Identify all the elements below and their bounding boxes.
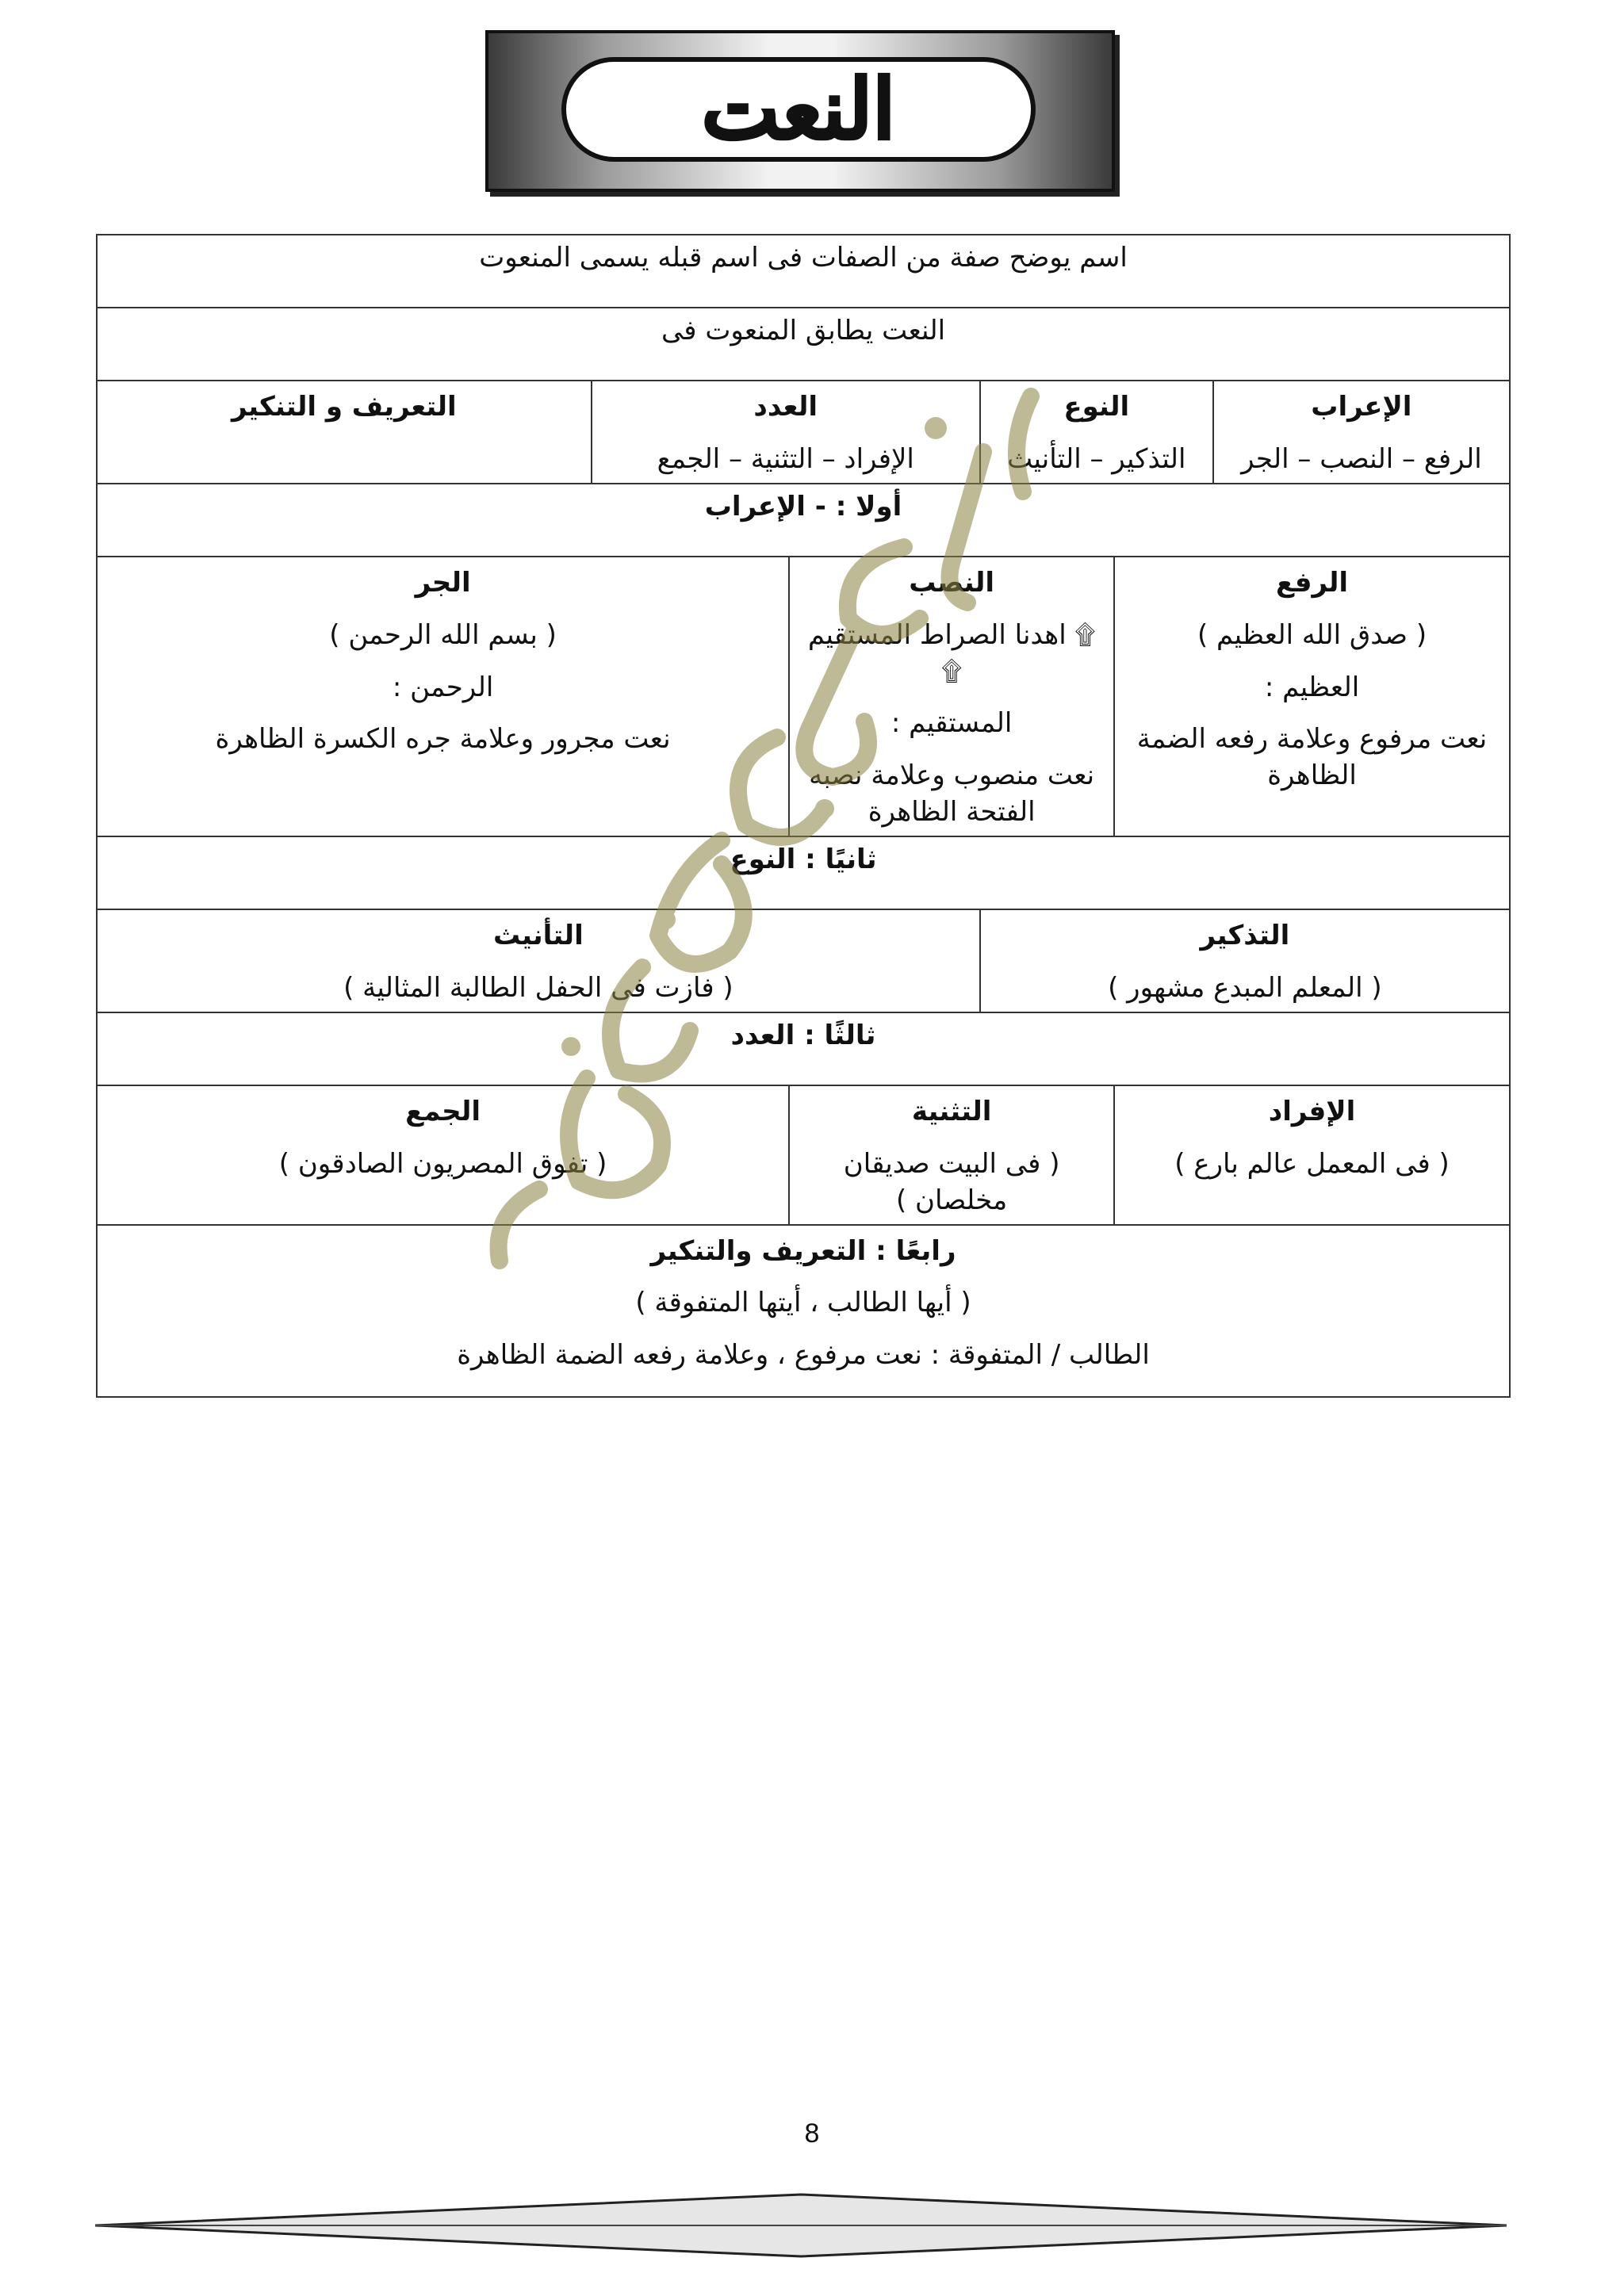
section-title: رابعًا : التعريف والتنكير xyxy=(650,1234,956,1267)
naw-col-tanith xyxy=(97,909,980,1012)
irab-col-jar xyxy=(97,557,789,836)
irab-col-nasb xyxy=(789,557,1114,836)
case-word: الرحمن : xyxy=(392,671,494,703)
section-naw-title-row xyxy=(97,836,1510,909)
agreement-col-irab xyxy=(1213,381,1510,484)
page-number: 8 xyxy=(804,2118,820,2149)
case-analysis: نعت مجرور وعلامة جره الكسرة الظاهرة xyxy=(215,723,671,756)
number-header: الجمع xyxy=(405,1095,481,1127)
title-pill xyxy=(561,57,1036,162)
case-header: النصب xyxy=(909,566,995,599)
agreement-value: التذكير – التأنيث xyxy=(1007,442,1186,475)
gender-example: ( فازت فى الحفل الطالبة المثالية ) xyxy=(343,972,733,1004)
agreement-intro-row xyxy=(97,308,1510,381)
agreement-row xyxy=(97,381,1510,484)
agreement-header: الإعراب xyxy=(1311,391,1412,423)
section-adad-title-row xyxy=(97,1012,1510,1085)
naw-col-tadhkir xyxy=(980,909,1510,1012)
agreement-col-naw xyxy=(980,381,1213,484)
section-adad-row xyxy=(97,1085,1510,1225)
agreement-col-tarif xyxy=(97,381,592,484)
case-example: ( بسم الله الرحمن ) xyxy=(329,618,557,651)
number-header: التثنية xyxy=(911,1095,992,1127)
footer-divider xyxy=(95,2190,1507,2261)
title-banner xyxy=(485,30,1115,192)
section-irab-row xyxy=(97,557,1510,836)
case-analysis: نعت مرفوع وعلامة رفعه الضمة الظاهرة xyxy=(1136,723,1488,792)
tarif-analysis: الطالب / المتفوقة : نعت مرفوع ، وعلامة رفعه الضمة الظاهرة xyxy=(457,1339,1150,1372)
gender-example: ( المعلم المبدع مشهور ) xyxy=(1108,972,1382,1004)
agreement-header: النوع xyxy=(1063,391,1130,423)
definition-row xyxy=(97,235,1510,308)
page-title: النعت xyxy=(701,60,896,158)
case-header: الرفع xyxy=(1275,566,1349,599)
agreement-intro-text: النعت يطابق المنعوت فى xyxy=(97,308,1510,381)
agreement-value: الرفع – النصب – الجر xyxy=(1241,442,1482,475)
tarif-cell xyxy=(97,1225,1510,1398)
number-example: ( فى البيت صديقان مخلصان ) xyxy=(843,1147,1060,1216)
case-analysis: نعت منصوب وعلامة نصبه الفتحة الظاهرة xyxy=(809,760,1095,828)
tarif-example: ( أيها الطالب ، أيتها المتفوقة ) xyxy=(635,1287,971,1319)
gender-header: التأنيث xyxy=(493,920,584,952)
agreement-header: العدد xyxy=(753,391,818,423)
number-example: ( تفوق المصريون الصادقون ) xyxy=(278,1147,607,1180)
section-title: ثانيًا : النوع xyxy=(97,836,1510,909)
definition-text: اسم يوضح صفة من الصفات فى اسم قبله يسمى المنعوت xyxy=(97,235,1510,308)
adad-col-jam xyxy=(97,1085,789,1225)
section-title: ثالثًا : العدد xyxy=(97,1012,1510,1085)
irab-col-raf xyxy=(1114,557,1510,836)
section-title: أولا : - الإعراب xyxy=(97,484,1510,557)
section-tarif-row xyxy=(97,1225,1510,1398)
section-irab-title-row xyxy=(97,484,1510,557)
section-naw-row xyxy=(97,909,1510,1012)
grammar-table xyxy=(96,234,1511,1398)
agreement-value: الإفراد – التثنية – الجمع xyxy=(657,442,914,475)
gender-header: التذكير xyxy=(1200,920,1290,952)
number-header: الإفراد xyxy=(1268,1095,1356,1127)
case-example: ( صدق الله العظيم ) xyxy=(1197,618,1427,651)
agreement-col-adad xyxy=(592,381,980,484)
adad-col-ifrad xyxy=(1114,1085,1510,1225)
case-word: العظيم : xyxy=(1264,671,1360,703)
adad-col-tathniya xyxy=(789,1085,1114,1225)
case-header: الجر xyxy=(415,566,471,599)
case-example: ۩ اهدنا الصراط المستقيم ۩ xyxy=(807,618,1096,687)
agreement-header: التعريف و التنكير xyxy=(232,391,457,423)
number-example: ( فى المعمل عالم بارع ) xyxy=(1174,1147,1450,1180)
case-word: المستقيم : xyxy=(891,707,1013,740)
